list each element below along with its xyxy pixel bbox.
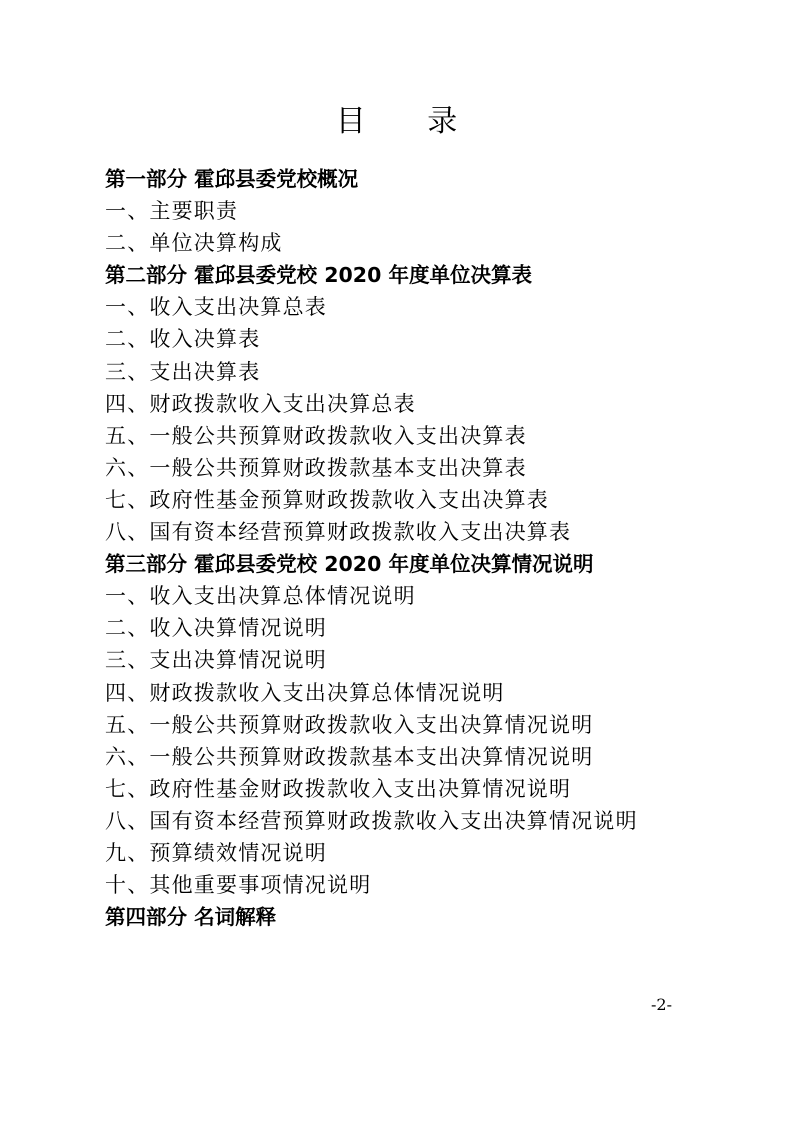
toc-item: 一、收入支出决算总表 — [105, 295, 327, 320]
table-of-contents — [105, 163, 745, 933]
toc-item: 三、支出决算表 — [105, 359, 261, 384]
toc-item: 四、财政拨款收入支出决算总表 — [105, 391, 416, 416]
toc-part-4: 第四部分 名词解释 — [105, 905, 277, 930]
toc-item: 一、收入支出决算总体情况说明 — [105, 584, 416, 609]
toc-item: 十、其他重要事项情况说明 — [105, 873, 372, 898]
toc-item: 一、主要职责 — [105, 199, 239, 224]
toc-item: 二、收入决算表 — [105, 327, 261, 352]
toc-item: 五、一般公共预算财政拨款收入支出决算情况说明 — [105, 712, 594, 737]
toc-part-2: 第二部分 霍邱县委党校 2020 年度单位决算表 — [105, 263, 532, 288]
page-title: 目 录 — [335, 104, 484, 140]
toc-item: 四、财政拨款收入支出决算总体情况说明 — [105, 680, 505, 705]
toc-item: 八、国有资本经营预算财政拨款收入支出决算情况说明 — [105, 808, 638, 833]
toc-item: 六、一般公共预算财政拨款基本支出决算情况说明 — [105, 744, 594, 769]
toc-item: 二、单位决算构成 — [105, 231, 283, 256]
toc-item: 七、政府性基金预算财政拨款收入支出决算表 — [105, 487, 549, 512]
toc-item: 七、政府性基金财政拨款收入支出决算情况说明 — [105, 776, 572, 801]
toc-item: 三、支出决算情况说明 — [105, 648, 327, 673]
toc-part-1: 第一部分 霍邱县委党校概况 — [105, 167, 359, 191]
toc-item: 六、一般公共预算财政拨款基本支出决算表 — [105, 455, 527, 480]
toc-item: 八、国有资本经营预算财政拨款收入支出决算表 — [105, 520, 572, 545]
toc-item: 九、预算绩效情况说明 — [105, 840, 327, 865]
toc-item: 二、收入决算情况说明 — [105, 616, 327, 641]
toc-part-3: 第三部分 霍邱县委党校 2020 年度单位决算情况说明 — [105, 552, 594, 577]
page-number: -2- — [651, 995, 672, 1014]
toc-item: 五、一般公共预算财政拨款收入支出决算表 — [105, 423, 527, 448]
